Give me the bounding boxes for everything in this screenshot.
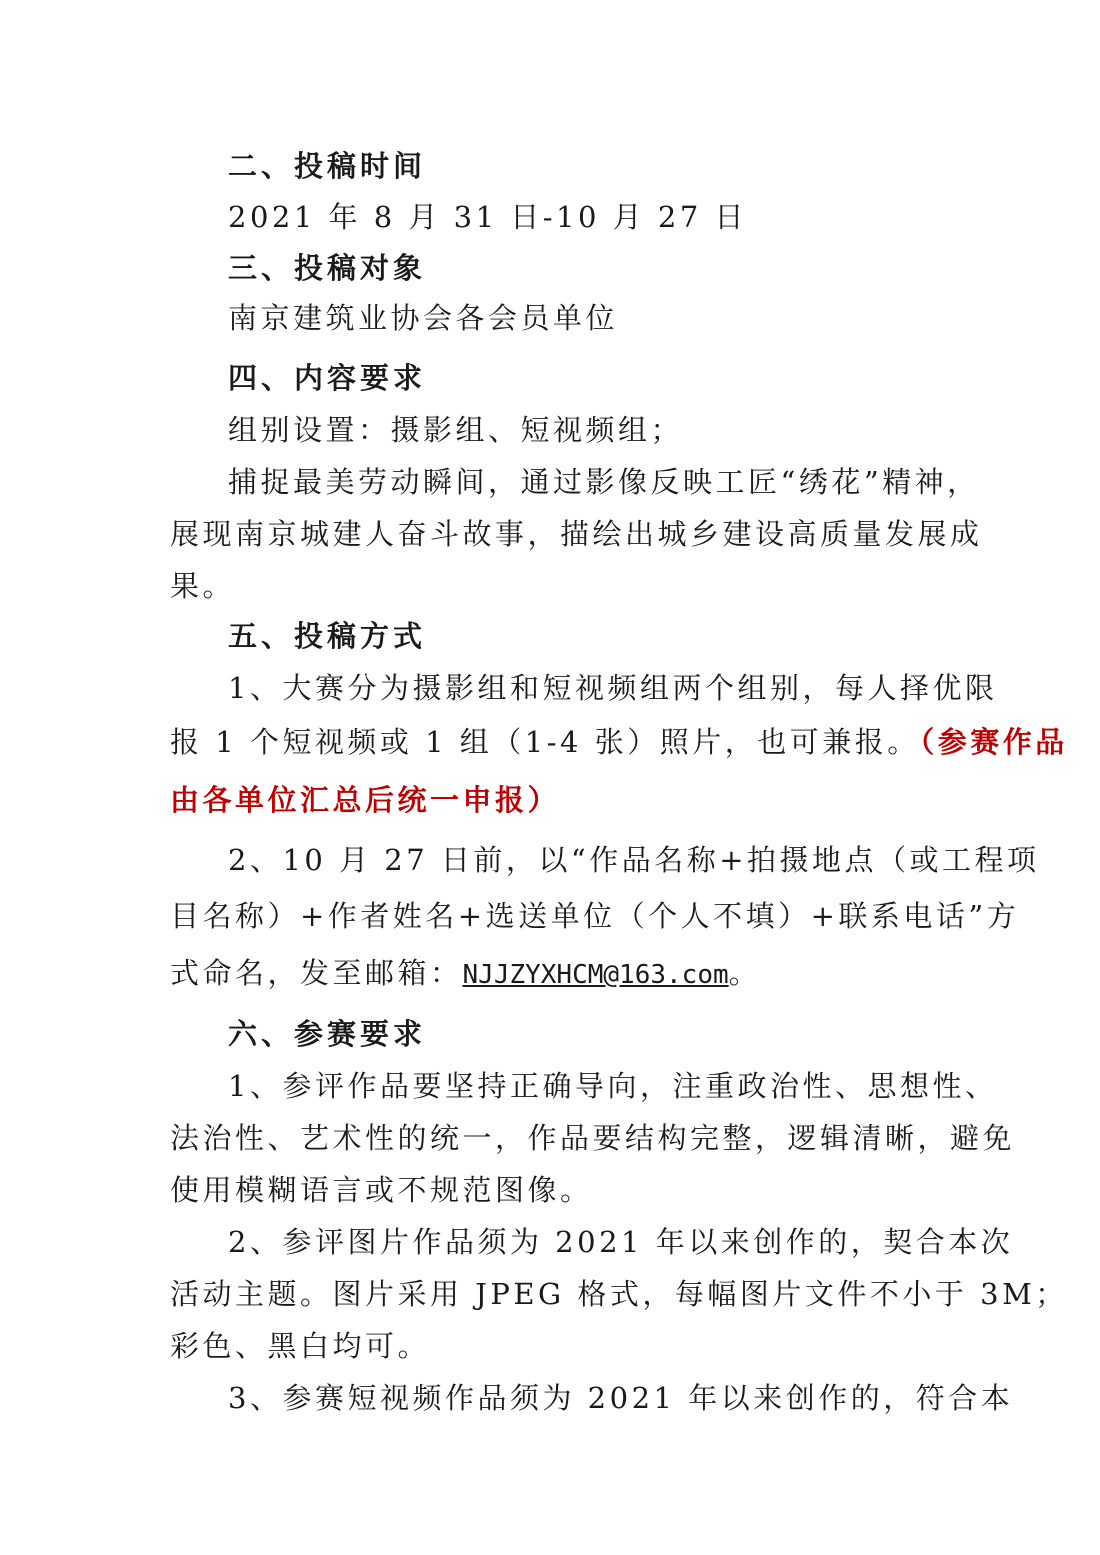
- highlighted-note: （参赛作品: [919, 725, 1068, 759]
- group-settings-text: 组别设置：摄影组、短视频组；: [228, 413, 684, 447]
- paragraph-line: 1、大赛分为摄影组和短视频组两个组别，每人择优限: [228, 671, 998, 705]
- highlighted-note: 由各单位汇总后统一申报）: [170, 783, 561, 817]
- section-heading-participation-requirements: 六、参赛要求: [228, 1017, 427, 1051]
- paragraph-text: 。: [728, 956, 762, 990]
- section-heading-submission-target: 三、投稿对象: [228, 251, 427, 285]
- paragraph-line: 捕捉最美劳动瞬间，通过影像反映工匠“绣花”精神，: [228, 465, 980, 499]
- section-heading-content-requirements: 四、内容要求: [228, 361, 427, 395]
- paragraph-line: 展现南京城建人奋斗故事，描绘出城乡建设高质量发展成: [170, 517, 983, 551]
- paragraph-line: 目名称）+作者姓名+选送单位（个人不填）+联系电话”方: [170, 899, 1020, 933]
- paragraph-line: 1、参评作品要坚持正确导向，注重政治性、思想性、: [228, 1069, 998, 1103]
- paragraph-line: [170, 953, 761, 995]
- submission-target-text: 南京建筑业协会各会员单位: [228, 301, 619, 335]
- paragraph-line: 3、参赛短视频作品须为 2021 年以来创作的，符合本: [228, 1381, 1014, 1415]
- submission-time-text: 2021 年 8 月 31 日-10 月 27 日: [228, 200, 748, 234]
- paragraph-line: 法治性、艺术性的统一，作品要结构完整，逻辑清晰，避免: [170, 1121, 1016, 1155]
- paragraph-line: 2、10 月 27 日前，以“作品名称+拍摄地点（或工程项: [228, 843, 1040, 877]
- paragraph-line: 活动主题。图片采用 JPEG 格式，每幅图片文件不小于 3M；: [170, 1277, 1068, 1311]
- section-heading-submission-time: 二、投稿时间: [228, 149, 427, 183]
- paragraph-line: 使用模糊语言或不规范图像。: [170, 1173, 593, 1207]
- paragraph-line: [170, 722, 1068, 762]
- email-link[interactable]: NJJZYXHCM@163.com: [462, 960, 729, 990]
- paragraph-text: 报 1 个短视频或 1 组（1-4 张）照片，也可兼报。: [170, 725, 920, 759]
- paragraph-text: 式命名，发至邮箱：: [170, 956, 463, 990]
- section-heading-submission-method: 五、投稿方式: [228, 619, 427, 653]
- paragraph-line: 果。: [170, 569, 236, 603]
- paragraph-line: 2、参评图片作品须为 2021 年以来创作的，契合本次: [228, 1225, 1014, 1259]
- paragraph-line: 彩色、黑白均可。: [170, 1329, 431, 1363]
